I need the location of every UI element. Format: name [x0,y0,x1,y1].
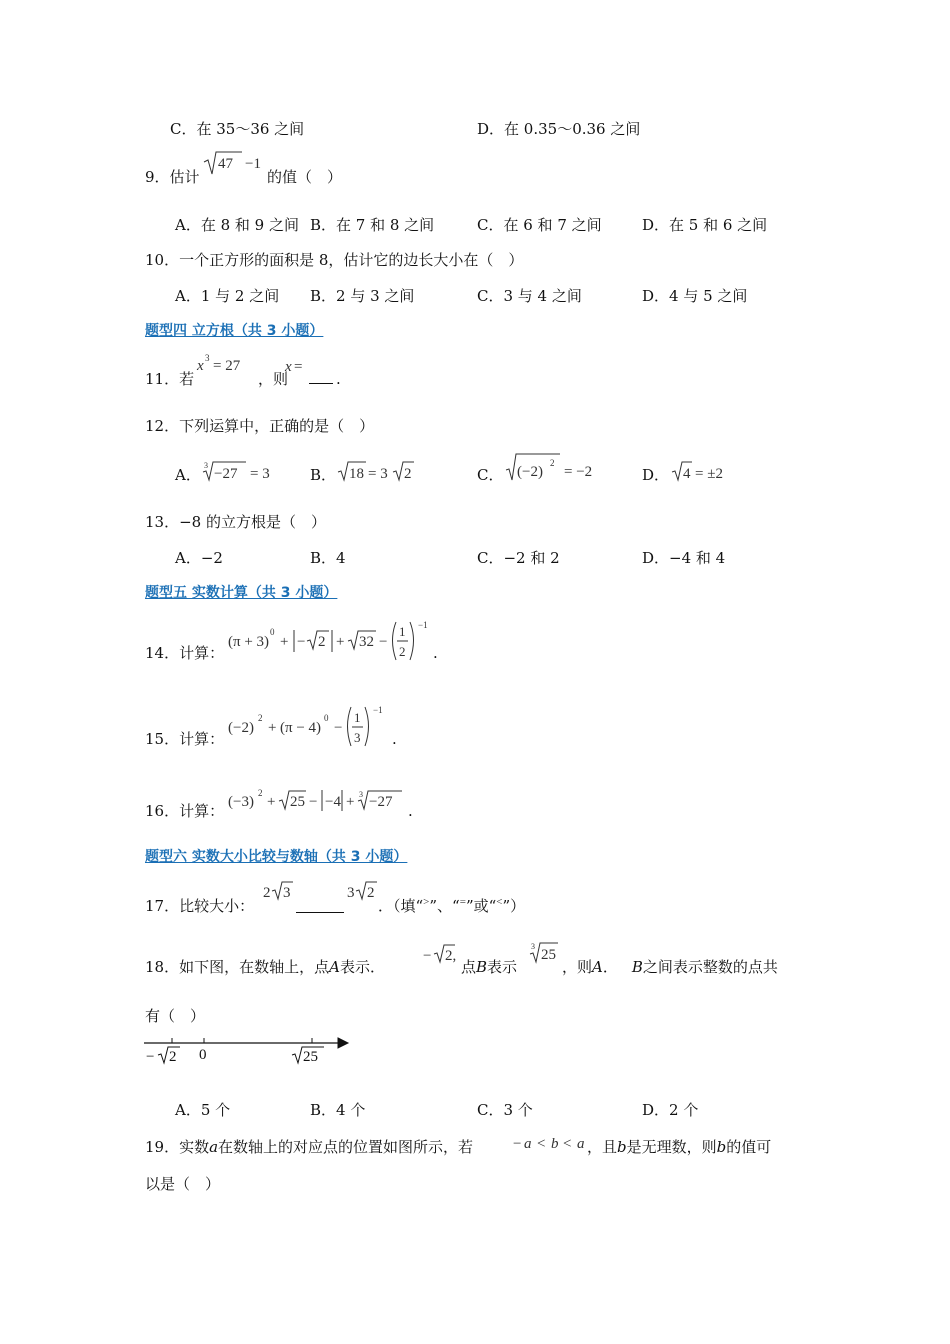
q15-end: . [392,730,397,748]
q12-label-d: D． [642,466,670,484]
svg-text:2: 2 [550,458,555,468]
svg-text:47: 47 [218,156,233,172]
svg-text:+: + [267,794,276,810]
q12-math-b [336,457,426,485]
q13-option-d: D．−4 和 4 [642,549,726,567]
q17-right-math [346,879,380,905]
q12-label-a: A． [175,466,201,484]
q18-text-part3: ，则A． B之间表示整数的点共 [562,958,778,976]
q19-text-part1: 19．实数a在数轴上的对应点的位置如图所示，若 [145,1138,474,1156]
svg-text:=: = [294,359,303,375]
svg-text:(π − 4): (π − 4) [280,720,322,736]
svg-text:(−2): (−2) [517,464,543,480]
q18-math-b [528,940,562,968]
svg-text:b: b [551,1136,559,1152]
q13-text: 13．−8 的立方根是（ ） [145,513,326,531]
q18-text-part1: 18．如下图，在数轴上，点A表示． [145,958,385,976]
q16-math [226,784,411,816]
q13-option-a: A．−2 [175,549,223,567]
svg-text:−: − [423,948,432,964]
svg-text:0: 0 [270,627,275,637]
svg-text:<: < [563,1136,572,1152]
q8-option-c: C．在 35～36 之间 [170,120,305,138]
section-6-heading: 题型六 实数大小比较与数轴（共 3 小题） [145,849,408,865]
q17-tail: ．（填“>”、“=”或“<”） [378,896,526,915]
svg-text:−: − [146,1049,155,1065]
svg-text:+: + [336,634,345,650]
svg-text:18: 18 [349,466,364,482]
q12-text: 12．下列运算中，正确的是（ ） [145,417,375,435]
q11-mid: ，则 [258,370,289,388]
svg-text:1: 1 [399,624,406,639]
svg-text:(π + 3): (π + 3) [228,634,270,650]
svg-text:32: 32 [359,634,374,650]
svg-text:3: 3 [354,730,361,745]
q18-text-part2: 点B表示 [461,958,518,976]
svg-text:a: a [577,1136,585,1152]
q14-end: . [433,644,438,662]
svg-text:−27: −27 [369,794,393,810]
svg-text:x: x [285,359,292,375]
svg-text:−4: −4 [325,794,341,810]
svg-text:25: 25 [290,794,305,810]
svg-text:2: 2 [169,1049,177,1065]
q10-option-b: B．2 与 3 之间 [310,287,415,305]
q19-math [512,1132,588,1156]
svg-text:2: 2 [258,713,263,723]
q18-math-a [422,942,462,968]
svg-text:2: 2 [263,885,271,901]
svg-text:−: − [297,634,306,650]
q12-math-d [670,457,740,485]
q10-option-c: C．3 与 4 之间 [477,287,582,305]
q10-text: 10．一个正方形的面积是 8，估计它的边长大小在（ ） [145,251,524,269]
q18-number-line [142,1032,352,1068]
q12-math-c [504,450,604,484]
svg-text:3: 3 [283,885,291,901]
q17-number: 17．比较大小： [145,897,255,915]
svg-text:+: + [346,794,355,810]
svg-text:+: + [280,634,289,650]
q9-option-c: C．在 6 和 7 之间 [477,216,602,234]
q11-math-x [284,354,310,376]
q16-end: . [408,802,413,820]
q19-text-line2: 以是（ ） [145,1175,221,1193]
svg-text:3: 3 [347,885,355,901]
svg-text:= −2: = −2 [564,464,593,480]
svg-text:−: − [379,634,388,650]
svg-text:2: 2 [318,634,326,650]
q10-option-d: D．4 与 5 之间 [642,287,748,305]
q9-math [200,148,262,180]
svg-text:= ±2: = ±2 [695,466,723,482]
svg-text:3: 3 [531,942,535,951]
q9-option-d: D．在 5 和 6 之间 [642,216,768,234]
axis-label-sqrt25 [292,1047,324,1065]
svg-text:a: a [524,1136,532,1152]
q17-blank[interactable] [296,896,344,918]
svg-text:2: 2 [399,644,406,659]
svg-text:−1: −1 [373,705,383,715]
q18-option-b: B．4 个 [310,1101,366,1119]
svg-text:2: 2 [367,885,375,901]
q13-option-b: B．4 [310,549,346,567]
svg-text:4: 4 [683,466,691,482]
q18-option-c: C．3 个 [477,1101,533,1119]
svg-text:<: < [537,1136,546,1152]
svg-text:3: 3 [205,353,210,363]
svg-text:−: − [309,794,318,810]
svg-text:1: 1 [354,710,361,725]
q13-option-c: C．−2 和 2 [477,549,560,567]
q12-label-c: C． [477,466,504,484]
svg-text:2,: 2, [445,948,457,964]
svg-text:2: 2 [258,788,263,798]
q19-text-part2: ，且b是无理数，则b的值可 [587,1138,772,1156]
svg-text:0: 0 [324,713,329,723]
section-5-heading: 题型五 实数计算（共 3 小题） [145,585,338,601]
svg-text:−: − [334,720,343,736]
q14-label: 14．计算： [145,644,225,662]
q18-option-d: D．2 个 [642,1101,699,1119]
q18-text-line2: 有（ ） [145,1007,206,1025]
svg-text:−1: −1 [245,156,261,172]
svg-text:(−3): (−3) [228,794,254,810]
q12-math-a [200,457,280,485]
svg-text:−27: −27 [214,466,238,482]
q10-option-a: A．1 与 2 之间 [175,287,280,305]
q15-label: 15．计算： [145,730,225,748]
svg-text:= 27: = 27 [213,358,241,374]
svg-text:(−2): (−2) [228,720,254,736]
svg-text:−1: −1 [418,620,428,630]
svg-text:x: x [197,358,204,374]
svg-text:+: + [268,720,277,736]
svg-text:25: 25 [303,1049,318,1065]
q14-math [226,616,436,666]
q18-option-a: A．5 个 [175,1101,231,1119]
q9-tail: 的值（ ） [267,168,343,186]
q9-option-b: B．在 7 和 8 之间 [310,216,435,234]
q9-option-a: A．在 8 和 9 之间 [175,216,299,234]
q11-end: . [336,370,341,388]
q11-math-equation [195,350,255,376]
svg-text:3: 3 [359,790,363,799]
svg-text:3: 3 [204,461,208,470]
q17-left-math [262,879,296,905]
axis-label-zero: 0 [199,1047,207,1063]
q11-blank[interactable] [309,369,333,389]
q8-option-d: D．在 0.35～0.36 之间 [477,120,641,138]
svg-text:−: − [513,1136,522,1152]
svg-text:= 3: = 3 [250,466,270,482]
q15-math [226,701,396,751]
q11-number: 11．若 [145,370,195,388]
axis-label-minus-sqrt2 [146,1047,180,1065]
q9-number: 9．估计 [145,168,200,186]
section-4-heading: 题型四 立方根（共 3 小题） [145,323,324,339]
svg-text:= 3: = 3 [368,466,388,482]
svg-text:2: 2 [404,466,412,482]
q12-label-b: B． [310,466,337,484]
q16-label: 16．计算： [145,802,225,820]
svg-text:25: 25 [541,947,556,963]
